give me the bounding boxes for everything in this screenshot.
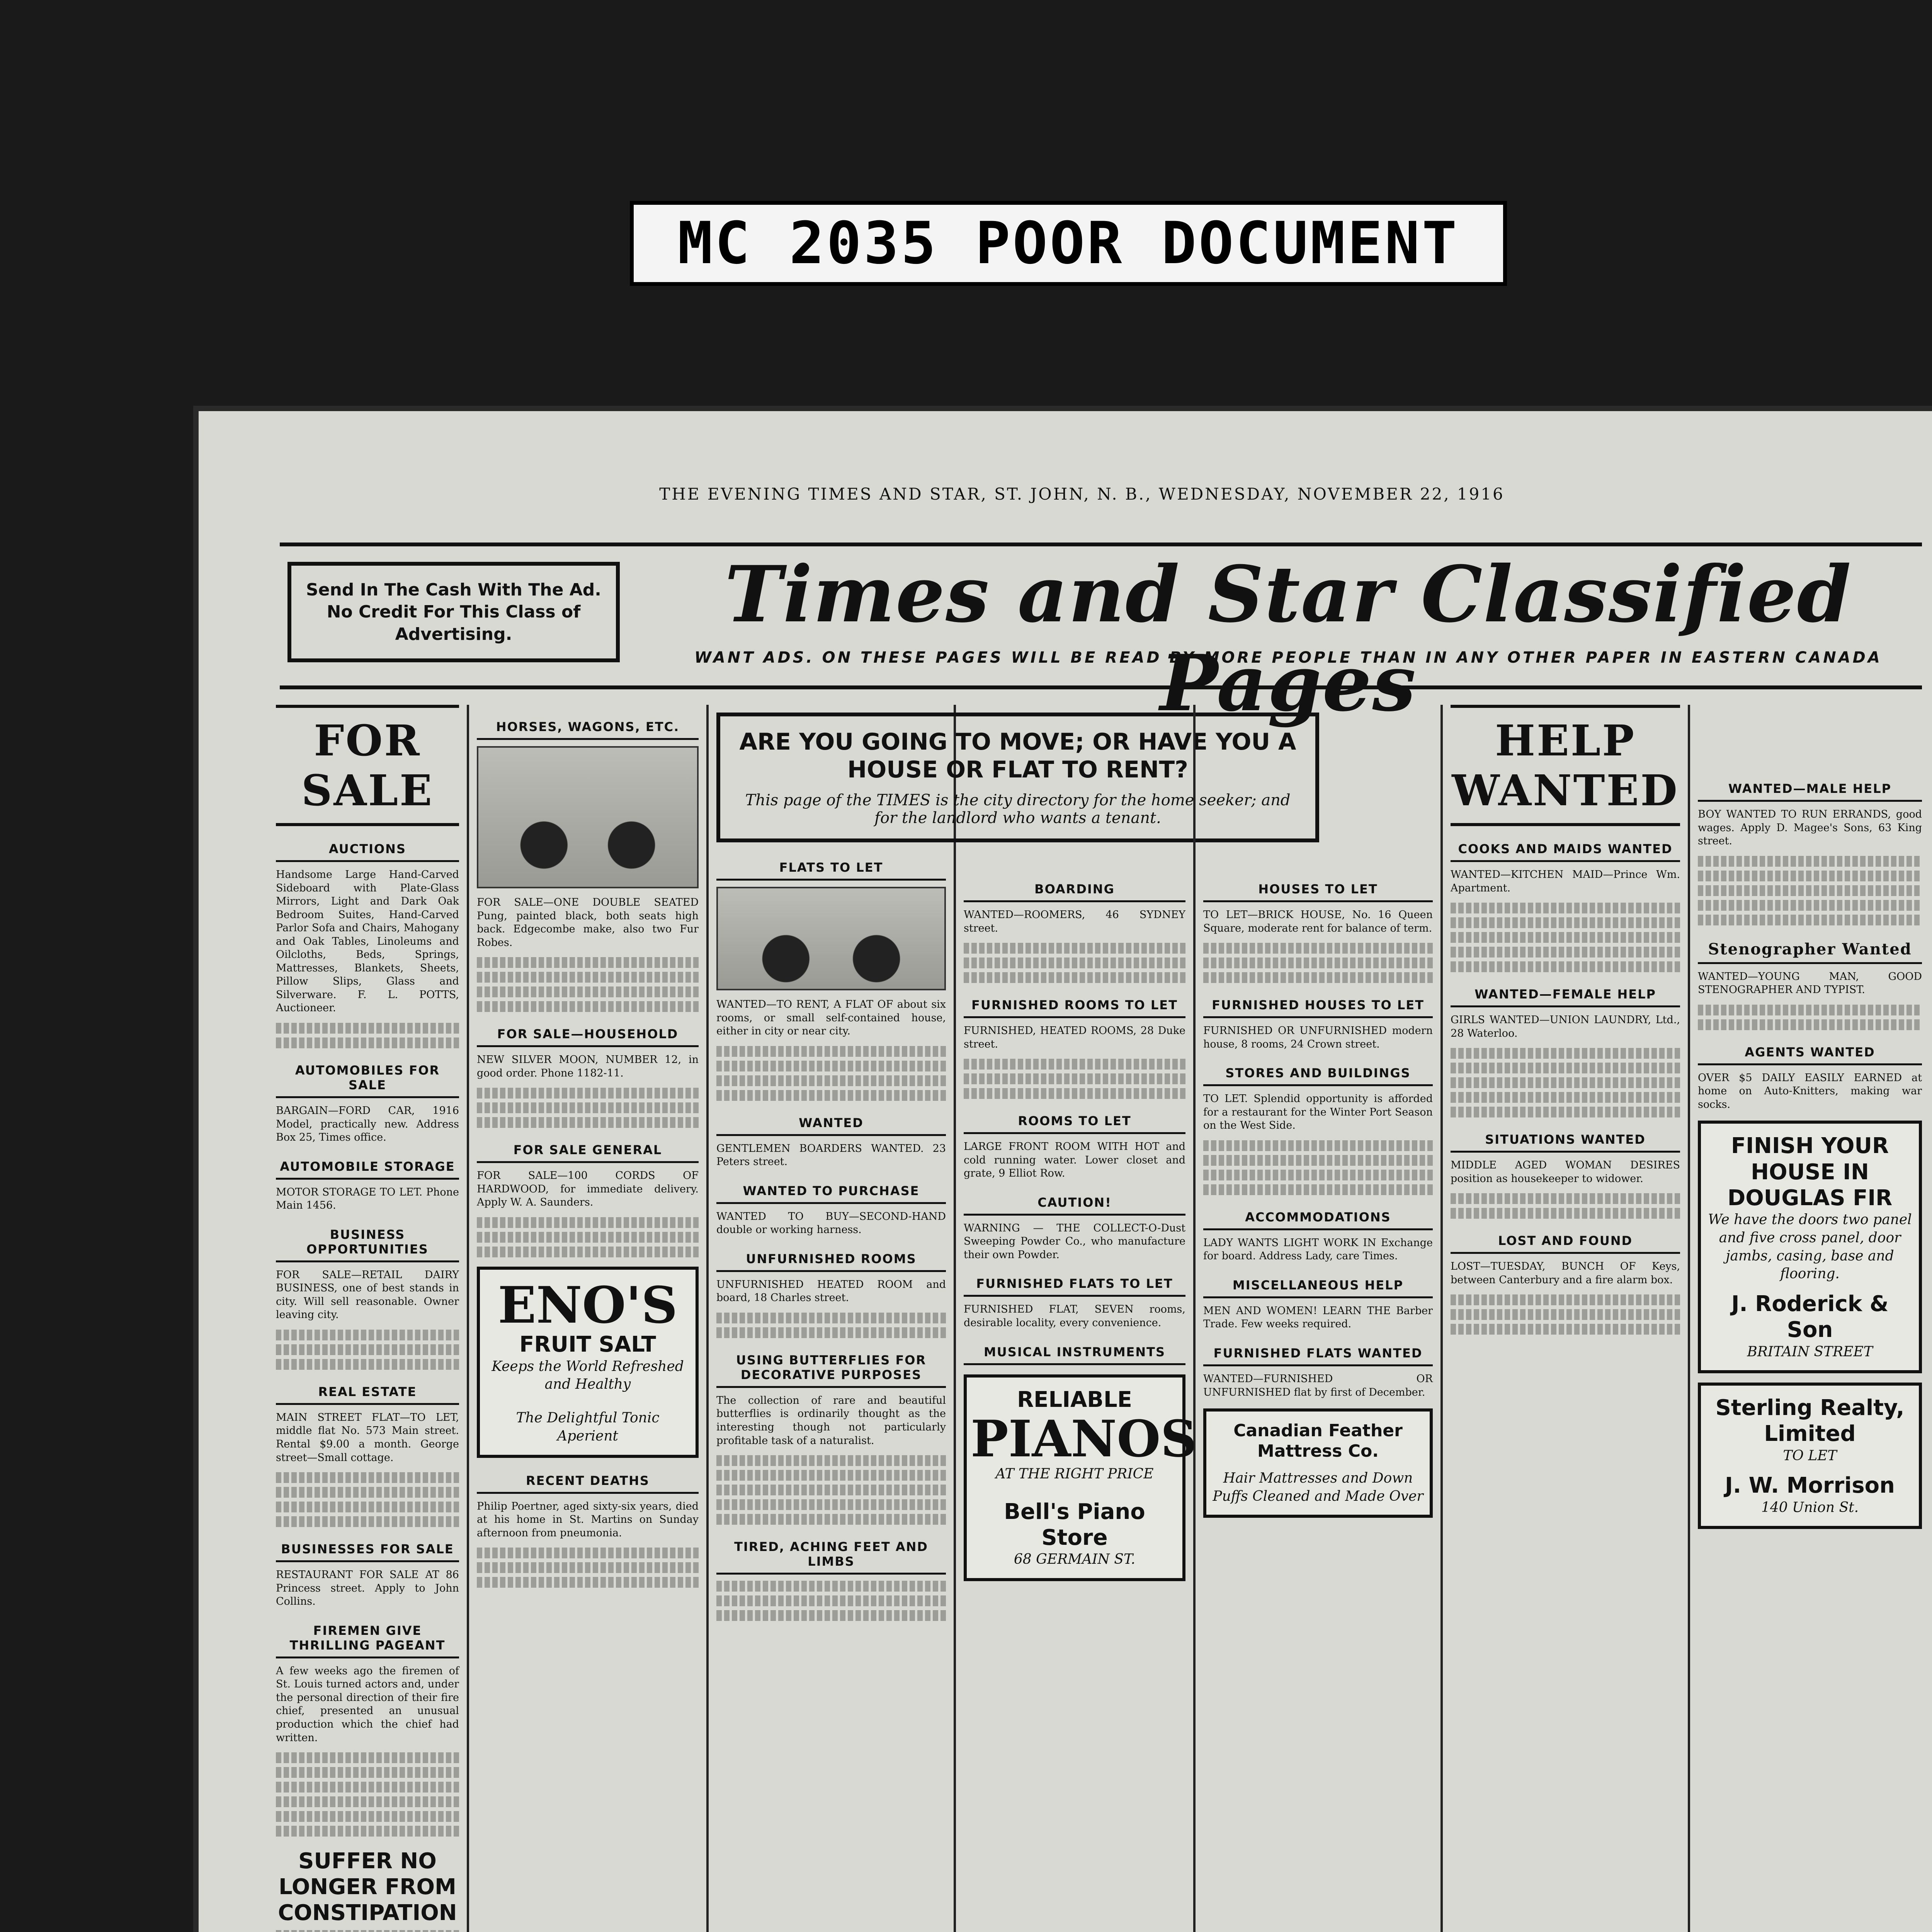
for-sale-heading: FOR SALE — [276, 705, 459, 826]
pianos-label: PIANOS — [971, 1409, 1197, 1468]
stenographer-ad: WANTED—YOUNG MAN, GOOD STENOGRAPHER AND TYPIST. — [1698, 970, 1922, 996]
deaths-heading: RECENT DEATHS — [477, 1467, 699, 1494]
butterflies-text: The collection of rare and beautiful butterflies is ordinarily thought as the interesting though not particularly profitable task of a naturalist. — [716, 1394, 946, 1447]
unfurnished-heading: UNFURNISHED ROOMS — [716, 1245, 946, 1272]
roderick-address: BRITAIN STREET — [1747, 1344, 1873, 1360]
lost-found-heading: LOST AND FOUND — [1451, 1227, 1680, 1254]
flats-ad: WANTED—TO RENT, A FLAT OF about six rooms, or small self-contained house, either in city or near city. — [716, 998, 946, 1037]
bells-store: Bell's Piano Store — [1004, 1499, 1145, 1551]
agents-ad: OVER $5 DAILY EASILY EARNED at home on Auto-Knitters, making war socks. — [1698, 1071, 1922, 1111]
horses-heading: HORSES, WAGONS, ETC. — [477, 713, 699, 740]
maids-heading: COOKS AND MAIDS WANTED — [1451, 835, 1680, 862]
sterling-title: Sterling Realty, Limited — [1715, 1395, 1905, 1447]
flats-wanted-ad: WANTED—FURNISHED OR UNFURNISHED flat by first of December. — [1203, 1373, 1433, 1398]
unfurnished-ad: UNFURNISHED HEATED ROOM and board, 18 Charles street. — [716, 1278, 946, 1304]
banner-text: MC 2035 POOR DOCUMENT — [677, 210, 1459, 277]
story-heading: FIREMEN GIVE THRILLING PAGEANT — [276, 1617, 459, 1658]
douglas-fir-title: FINISH YOUR HOUSE IN DOUGLAS FIR — [1727, 1133, 1893, 1211]
auctions-heading: AUCTIONS — [276, 835, 459, 862]
businesses-heading: BUSINESSES FOR SALE — [276, 1536, 459, 1562]
household-ad: NEW SILVER MOON, NUMBER 12, in good order. Phone 1182-11. — [477, 1054, 699, 1079]
male-help-heading: WANTED—MALE HELP — [1698, 775, 1922, 802]
bells-address: 68 GERMAIN ST. — [1014, 1551, 1136, 1568]
storage-heading: AUTOMOBILE STORAGE — [276, 1153, 459, 1180]
auction-ad: Handsome Large Hand-Carved Sideboard with Plate-Glass Mirrors, Light and Dark Oak Bedroom Suites, Hand-Carved Parlor Sofa and Chairs, Mahogany and Oak Tables, Linoleums and Oilcloths, Beds, Springs, Mattresses, Blankets, Sheets, Pillow Slips, Glass and Silverware. F. L. POTTS, Auctioneer. — [276, 869, 459, 1014]
running-head: THE EVENING TIMES AND STAR, ST. JOHN, N. B., WEDNESDAY, NOVEMBER 22, 1916 — [659, 485, 1505, 503]
misc-help-heading: MISCELLANEOUS HELP — [1203, 1272, 1433, 1298]
page-title: Times and Star Classified Pages — [724, 549, 1852, 729]
column-boarding — [956, 705, 1196, 1932]
pianos-ad — [964, 1374, 1197, 1582]
sterling-realty-ad — [1698, 1383, 1922, 1529]
douglas-fir-ad — [1698, 1121, 1922, 1373]
musical-heading: MUSICAL INSTRUMENTS — [964, 1338, 1185, 1365]
enos-ad — [477, 1267, 699, 1458]
feather-mattress-ad — [1203, 1408, 1433, 1518]
reliable-label: RELIABLE — [1017, 1387, 1132, 1412]
tired-feet-heading: TIRED, ACHING FEET AND LIMBS — [716, 1533, 946, 1575]
household-heading: FOR SALE—HOUSEHOLD — [477, 1020, 699, 1047]
purchase-heading: WANTED TO PURCHASE — [716, 1177, 946, 1204]
enos-footer: The Delightful Tonic Aperient — [516, 1410, 660, 1444]
agents-heading: AGENTS WANTED — [1698, 1039, 1922, 1065]
roderick-firm: J. Roderick & Son — [1731, 1291, 1889, 1343]
storage-ad: MOTOR STORAGE TO LET. Phone Main 1456. — [276, 1186, 459, 1212]
businesses-ad: RESTAURANT FOR SALE AT 86 Princess street. Apply to John Collins. — [276, 1569, 459, 1608]
help-wanted-heading: HELP WANTED — [1451, 705, 1680, 826]
constipation-heading: SUFFER NO LONGER FROM CONSTIPATION — [278, 1849, 457, 1926]
stores-heading: STORES AND BUILDINGS — [1203, 1060, 1433, 1086]
autos-ad: BARGAIN—FORD CAR, 1916 Model, practically new. Address Box 25, Times office. — [276, 1105, 459, 1144]
boarding-heading: BOARDING — [964, 876, 1185, 902]
furnished-houses-ad: FURNISHED OR UNFURNISHED modern house, 8 rooms, 24 Crown street. — [1203, 1025, 1433, 1050]
female-help-heading: WANTED—FEMALE HELP — [1451, 981, 1680, 1007]
furnished-rooms-heading: FURNISHED ROOMS TO LET — [964, 992, 1185, 1018]
enos-subtitle: FRUIT SALT — [519, 1332, 656, 1357]
morrison-name: J. W. Morrison — [1725, 1473, 1895, 1498]
accommodations-ad: LADY WANTS LIGHT WORK IN Exchange for board. Address Lady, care Times. — [1203, 1236, 1433, 1262]
document-banner — [630, 201, 1507, 286]
situations-heading: SITUATIONS WANTED — [1451, 1126, 1680, 1153]
male-help-ad: BOY WANTED TO RUN ERRANDS, good wages. Apply D. Magee's Sons, 63 King street. — [1698, 808, 1922, 847]
maids-ad: WANTED—KITCHEN MAID—Prince Wm. Apartment. — [1451, 869, 1680, 894]
flats-heading: FLATS TO LET — [716, 854, 946, 881]
furnished-flats-ad: FURNISHED FLAT, SEVEN rooms, desirable locality, every convenience. — [964, 1303, 1185, 1329]
rooms-ad: LARGE FRONT ROOM WITH HOT and cold running water. Lower closet and grate, 9 Elliot Row. — [964, 1141, 1185, 1180]
stores-ad: TO LET. Splendid opportunity is afforded for a restaurant for the Winter Port Season on the West Side. — [1203, 1093, 1433, 1132]
price-label: AT THE RIGHT PRICE — [995, 1466, 1154, 1482]
story-text: A few weeks ago the firemen of St. Louis turned actors and, under the personal direction of their fire chief, presented an unusual production which the chief had written. — [276, 1665, 459, 1744]
flats-wanted-heading: FURNISHED FLATS WANTED — [1203, 1340, 1433, 1366]
furnished-rooms-ad: FURNISHED, HEATED ROOMS, 28 Duke street. — [964, 1025, 1185, 1050]
stenographer-heading: Stenographer Wanted — [1698, 934, 1922, 964]
business-heading: BUSINESS OPPORTUNITIES — [276, 1221, 459, 1262]
cash-notice: Send In The Cash With The Ad. No Credit For This Class of Advertising. — [287, 562, 620, 662]
horse-wagon-illustration — [477, 746, 699, 888]
houses-ad: TO LET—BRICK HOUSE, No. 16 Queen Square, moderate rent for balance of term. — [1203, 909, 1433, 934]
feather-title: Canadian Feather Mattress Co. — [1233, 1421, 1403, 1461]
purchase-ad: WANTED TO BUY—SECOND-HAND double or working harness. — [716, 1210, 946, 1236]
column-houses — [1196, 705, 1443, 1932]
column-male-help — [1690, 705, 1930, 1932]
douglas-fir-text: We have the doors two panel and five cross panel, door jambs, casing, base and flooring. — [1708, 1211, 1912, 1282]
feather-text: Hair Mattresses and Down Puffs Cleaned and Made Over — [1213, 1470, 1423, 1504]
horses-ad: FOR SALE—ONE DOUBLE SEATED Pung, painted black, both seats high back. Edgecombe make, also two Fur Robes. — [477, 896, 699, 949]
newspaper-page — [193, 406, 1932, 1932]
moving-van-illustration — [716, 887, 946, 990]
female-help-ad: GIRLS WANTED—UNION LAUNDRY, Ltd., 28 Waterloo. — [1451, 1014, 1680, 1039]
houses-heading: HOUSES TO LET — [1203, 876, 1433, 902]
furnished-houses-heading: FURNISHED HOUSES TO LET — [1203, 992, 1433, 1018]
general-heading: FOR SALE GENERAL — [477, 1136, 699, 1163]
lost-found-ad: LOST—TUESDAY, BUNCH OF Keys, between Canterbury and a fire alarm box. — [1451, 1260, 1680, 1286]
column-horses — [469, 705, 709, 1932]
morrison-address: 140 Union St. — [1761, 1499, 1859, 1515]
column-for-sale — [268, 705, 469, 1932]
real-estate-ad: MAIN STREET FLAT—TO LET, middle flat No. 573 Main street. Rental $9.00 a month. George street—Small cottage. — [276, 1411, 459, 1464]
butterflies-heading: USING BUTTERFLIES FOR DECORATIVE PURPOSES — [716, 1347, 946, 1388]
boarding-ad: WANTED—ROOMERS, 46 SYDNEY street. — [964, 909, 1185, 934]
move-notice-text: This page of the TIMES is the city directory for the home seeker; and for the landlord who wants a tenant. — [745, 791, 1291, 827]
real-estate-heading: REAL ESTATE — [276, 1378, 459, 1405]
autos-heading: AUTOMOBILES FOR SALE — [276, 1057, 459, 1098]
general-ad: FOR SALE—100 CORDS OF HARDWOOD, for immediate delivery. Apply W. A. Saunders. — [477, 1170, 699, 1209]
enos-tagline: Keeps the World Refreshed and Healthy — [492, 1358, 684, 1393]
misc-help-ad: MEN AND WOMEN! LEARN THE Barber Trade. Few weeks required. — [1203, 1304, 1433, 1330]
caution-heading: CAUTION! — [964, 1189, 1185, 1216]
rooms-heading: ROOMS TO LET — [964, 1107, 1185, 1134]
column-help-wanted — [1443, 705, 1690, 1932]
furnished-flats-heading: FURNISHED FLATS TO LET — [964, 1270, 1185, 1297]
sterling-sub: TO LET — [1783, 1447, 1837, 1464]
wanted-ad: GENTLEMEN BOARDERS WANTED. 23 Peters street. — [716, 1142, 946, 1168]
deaths-ad: Philip Poertner, aged sixty-six years, died at his home in St. Martins on Sunday afternoon from pneumonia. — [477, 1500, 699, 1539]
wanted-heading: WANTED — [716, 1109, 946, 1136]
caution-ad: WARNING — THE COLLECT-O-Dust Sweeping Powder Co., who manufacture their own Powder. — [964, 1222, 1185, 1261]
business-ad: FOR SALE—RETAIL DAIRY BUSINESS, one of best stands in city. Will sell reasonable. Owner leaving city. — [276, 1269, 459, 1321]
accommodations-heading: ACCOMMODATIONS — [1203, 1204, 1433, 1230]
page-subtitle: WANT ADS. ON THESE PAGES WILL BE READ BY MORE PEOPLE THAN IN ANY OTHER PAPER IN EASTERN CANADA — [694, 649, 1882, 667]
enos-title: ENO'S — [498, 1275, 678, 1335]
situations-ad: MIDDLE AGED WOMAN DESIRES position as housekeeper to widower. — [1451, 1159, 1680, 1185]
move-notice-title: ARE YOU GOING TO MOVE; OR HAVE YOU A HOUSE OR FLAT TO RENT? — [739, 728, 1296, 783]
